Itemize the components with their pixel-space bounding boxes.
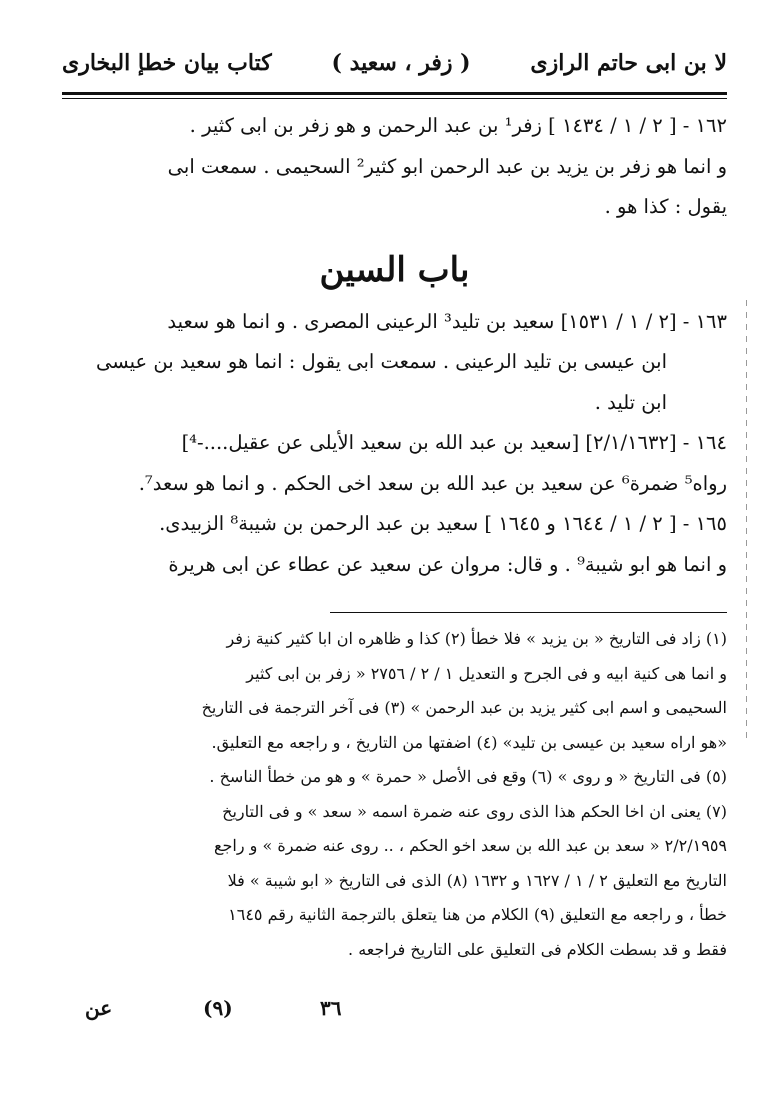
entry-line: ١٦٣ - [٢ / ١ / ١٥٣١] سعيد بن تليد³ الرعينى المصرى . و انما هو سعيد bbox=[167, 309, 727, 333]
footnote-line: (٥) فى التاريخ « و روى » (٦) وقع فى الأصل « حمرة » و هو من خطأ الناسخ . bbox=[209, 767, 727, 786]
entry-line: ابن تليد . bbox=[594, 390, 667, 414]
footnote-line: خطأ ، و راجعه مع التعليق (٩) الكلام من هنا يتعلق بالترجمة الثانية رقم ١٦٤٥ bbox=[228, 905, 727, 924]
header-author: لا بن ابى حاتم الرازى bbox=[530, 50, 727, 76]
entry-line: ١٦٥ - [ ٢ / ١ / ١٦٤٤ و ١٦٤٥ ] سعيد بن عبد الرحمن بن شيبة⁸ الزبيدى. bbox=[159, 512, 727, 535]
scan-margin-line bbox=[746, 300, 747, 740]
footnote-line: (٧) يعنى ان اخا الحكم هذا الذى روى عنه ضمرة اسمه « سعد » و فى التاريخ bbox=[222, 801, 727, 821]
header-book-title: كتاب بيان خطإ البخارى bbox=[62, 50, 272, 76]
footnote-line: «هو اراه سعيد بن عيسى بن تليد» (٤) اضفتها من التاريخ ، و راجعه مع التعليق. bbox=[211, 732, 727, 752]
entry-line: ١٦٤ - [٢/١/١٦٣٢] [سعيد بن عبد الله بن سعيد الأيلى عن عقيل....-⁴] bbox=[181, 431, 727, 454]
entry-165 bbox=[62, 504, 727, 585]
folio-number: (٩) bbox=[203, 996, 233, 1020]
footnote-line: ٢/٢/١٩٥٩ « سعد بن عبد الله بن سعد اخو الحكم ، .. روى عنه ضمرة » و راجع bbox=[213, 836, 727, 855]
page-footer bbox=[85, 988, 705, 1028]
main-text bbox=[62, 106, 727, 585]
footnote-line: التاريخ مع التعليق ٢ / ١ / ١٦٢٧ و ١٦٣٢ (٨) الذى فى التاريخ « ابو شيبة » فلا bbox=[227, 870, 727, 890]
running-header bbox=[62, 38, 727, 88]
header-rule-thin bbox=[62, 98, 727, 99]
catchword: عن bbox=[85, 996, 113, 1020]
section-title: باب السين bbox=[319, 249, 470, 290]
page-number: ٣٦ bbox=[320, 996, 342, 1020]
entry-164 bbox=[62, 423, 727, 504]
entry-line: و انما هو ابو شيبة⁹ . و قال: مروان عن سعيد عن عطاء عن ابى هريرة bbox=[168, 552, 727, 576]
entry-line: ابن عيسى بن تليد الرعينى . سمعت ابى يقول : انما هو سعيد بن عيسى bbox=[96, 350, 667, 373]
entry-163 bbox=[62, 302, 727, 424]
footnote-line: فقط و قد بسطت الكلام فى التعليق على التاريخ فراجعه . bbox=[348, 939, 727, 959]
footnote-line: و انما هى كنية ابيه و فى الجرح و التعديل ١ / ٢ / ٢٧٥٦ « زفر بن ابى كثير bbox=[246, 663, 727, 683]
header-rule-thick bbox=[62, 92, 727, 95]
footnote-separator bbox=[330, 612, 727, 613]
header-section: ( زفر ، سعيد ) bbox=[331, 50, 471, 76]
footnote-line: السحيمى و اسم ابى كثير يزيد بن عبد الرحمن » (٣) فى آخر الترجمة فى التاريخ bbox=[201, 698, 727, 717]
entry-line: ١٦٢ - [ ٢ / ١ / ١٤٣٤ ] زفر¹ بن عبد الرحمن و هو زفر بن ابى كثير . bbox=[189, 114, 727, 137]
entry-line: يقول : كذا هو . bbox=[604, 195, 727, 218]
entry-162 bbox=[62, 106, 727, 228]
entry-line: و انما هو زفر بن يزيد بن عبد الرحمن ابو كثير² السحيمى . سمعت ابى bbox=[167, 154, 727, 178]
footnote-line: (١) زاد فى التاريخ « بن يزيد » فلا خطأ (٢) كذا و ظاهره ان ابا كثير كنية زفر bbox=[226, 629, 727, 648]
footnotes bbox=[62, 622, 727, 967]
entry-line: رواه⁵ ضمرة⁶ عن سعيد بن عبد الله بن سعد اخى الحكم . و انما هو سعد⁷. bbox=[138, 471, 727, 495]
